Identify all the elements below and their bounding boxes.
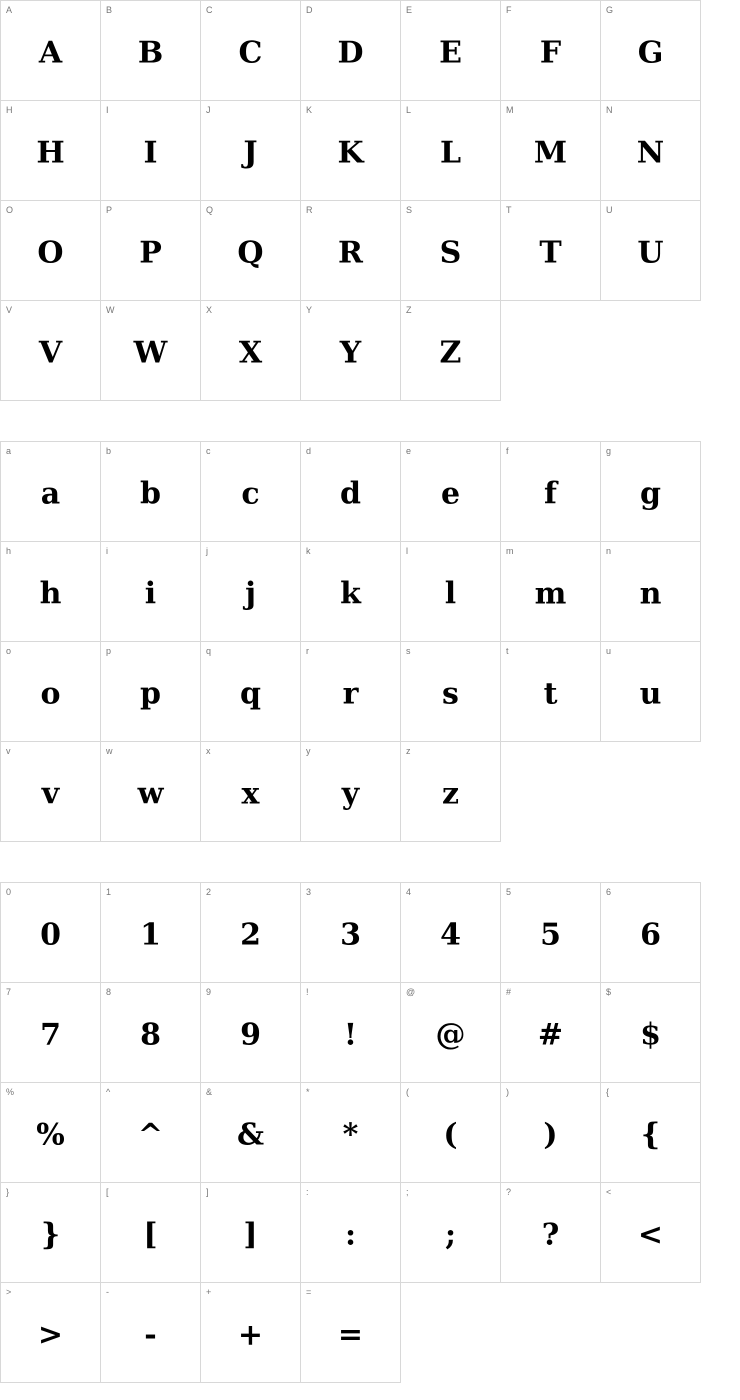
glyph-sample: p [140, 676, 161, 712]
glyph-cell[interactable] [501, 201, 601, 301]
glyph-cell-empty [501, 742, 601, 842]
glyph-code-label: 7 [6, 987, 12, 997]
glyph-cell[interactable] [1, 983, 101, 1083]
glyph-sample: I [143, 135, 158, 171]
glyph-cell[interactable] [401, 1083, 501, 1183]
glyph-sample: } [40, 1217, 61, 1253]
glyph-code-label: z [406, 746, 411, 756]
glyph-cell[interactable] [401, 301, 501, 401]
glyph-cell[interactable] [401, 883, 501, 983]
glyph-code-label: $ [606, 987, 612, 997]
glyph-sample: = [337, 1317, 364, 1353]
glyph-sample: t [543, 676, 558, 712]
glyph-cell[interactable] [101, 642, 201, 742]
glyph-cell[interactable] [601, 1, 701, 101]
glyph-cell[interactable] [401, 1183, 501, 1283]
glyph-cell[interactable] [1, 301, 101, 401]
glyph-cell[interactable] [401, 201, 501, 301]
glyph-code-label: = [306, 1287, 312, 1297]
glyph-cell[interactable] [101, 101, 201, 201]
glyph-code-label: l [406, 546, 408, 556]
glyph-sample: A [38, 35, 63, 71]
glyph-code-label: [ [106, 1187, 109, 1197]
glyph-sample: ) [543, 1117, 558, 1153]
glyph-sample: q [240, 676, 261, 712]
glyph-cell[interactable] [201, 201, 301, 301]
glyph-code-label: w [106, 746, 113, 756]
block-symbols [0, 882, 740, 1383]
glyph-cell[interactable] [501, 983, 601, 1083]
glyph-sample: & [236, 1117, 265, 1153]
glyph-sample: : [344, 1217, 357, 1253]
glyph-sample: 7 [40, 1017, 61, 1053]
glyph-code-label: N [606, 105, 613, 115]
glyph-code-label: g [606, 446, 612, 456]
glyph-sample: r [342, 676, 359, 712]
glyph-sample: 0 [40, 917, 61, 953]
glyph-sample: ] [243, 1217, 258, 1253]
glyph-cell[interactable] [601, 542, 701, 642]
glyph-cell[interactable] [401, 542, 501, 642]
glyph-sample: ^ [137, 1117, 164, 1153]
glyph-sample: * [342, 1117, 359, 1153]
glyph-code-label: } [6, 1187, 10, 1197]
glyph-code-label: ] [206, 1187, 209, 1197]
glyph-code-label: W [106, 305, 115, 315]
glyph-cell[interactable] [301, 542, 401, 642]
glyph-code-label: ^ [106, 1087, 111, 1097]
glyph-cell[interactable] [501, 1183, 601, 1283]
glyph-code-label: M [506, 105, 514, 115]
glyph-sample: T [539, 235, 562, 271]
glyph-cell[interactable] [601, 442, 701, 542]
glyph-code-label: J [206, 105, 211, 115]
glyph-cell[interactable] [601, 642, 701, 742]
glyph-sample: D [337, 35, 364, 71]
glyph-code-label: ) [506, 1087, 509, 1097]
glyph-cell[interactable] [301, 201, 401, 301]
glyph-sample: m [534, 576, 567, 612]
glyph-grid-lowercase [0, 441, 701, 842]
glyph-code-label: q [206, 646, 212, 656]
glyph-code-label: ! [306, 987, 309, 997]
glyph-cell[interactable] [501, 642, 601, 742]
glyph-cell[interactable] [201, 1283, 301, 1383]
glyph-sample: u [639, 676, 662, 712]
block-divider [0, 842, 740, 882]
glyph-cell[interactable] [101, 301, 201, 401]
glyph-code-label: @ [406, 987, 416, 997]
glyph-cell[interactable] [601, 201, 701, 301]
glyph-code-label: H [6, 105, 13, 115]
glyph-cell-empty [601, 742, 701, 842]
glyph-sample: W [133, 335, 168, 371]
glyph-cell[interactable] [501, 442, 601, 542]
glyph-cell[interactable] [1, 883, 101, 983]
glyph-sample: b [140, 476, 161, 512]
glyph-cell[interactable] [1, 1083, 101, 1183]
glyph-cell[interactable] [101, 1283, 201, 1383]
glyph-cell[interactable] [101, 1183, 201, 1283]
glyph-code-label: I [106, 105, 109, 115]
glyph-cell[interactable] [401, 983, 501, 1083]
glyph-cell[interactable] [201, 101, 301, 201]
glyph-code-label: j [206, 546, 208, 556]
glyph-sample: % [36, 1117, 65, 1153]
glyph-cell[interactable] [401, 1, 501, 101]
glyph-sample: J [243, 135, 258, 171]
glyph-cell[interactable] [601, 101, 701, 201]
glyph-code-label: F [506, 5, 512, 15]
glyph-sample: ! [343, 1017, 358, 1053]
glyph-sample: l [444, 576, 457, 612]
glyph-code-label: b [106, 446, 112, 456]
glyph-sample: V [38, 335, 63, 371]
glyph-sample: S [439, 235, 462, 271]
glyph-cell[interactable] [1, 1283, 101, 1383]
glyph-sample: P [139, 235, 162, 271]
glyph-code-label: x [206, 746, 211, 756]
glyph-cell[interactable] [201, 642, 301, 742]
glyph-sample: f [544, 476, 557, 512]
glyph-sample: < [637, 1217, 664, 1253]
glyph-sample: c [241, 476, 260, 512]
glyph-cell-empty [601, 1283, 701, 1383]
glyph-cell[interactable] [401, 442, 501, 542]
glyph-sample: s [442, 676, 459, 712]
glyph-code-label: e [406, 446, 412, 456]
glyph-sample: $ [640, 1017, 661, 1053]
glyph-sample: M [533, 135, 568, 171]
glyph-sample: Y [339, 335, 362, 371]
glyph-code-label: s [406, 646, 411, 656]
glyph-code-label: 9 [206, 987, 212, 997]
glyph-code-label: G [606, 5, 614, 15]
glyph-sample: i [144, 576, 157, 612]
glyph-cell[interactable] [301, 983, 401, 1083]
glyph-sample: 3 [340, 917, 361, 953]
glyph-cell[interactable] [601, 883, 701, 983]
glyph-sample: U [637, 235, 664, 271]
glyph-code-label: 2 [206, 887, 212, 897]
glyph-sample: [ [143, 1217, 158, 1253]
glyph-code-label: K [306, 105, 313, 115]
glyph-code-label: Q [206, 205, 214, 215]
glyph-cell[interactable] [301, 883, 401, 983]
block-lowercase [0, 441, 740, 842]
glyph-cell[interactable] [301, 1083, 401, 1183]
glyph-sample: X [238, 335, 263, 371]
glyph-cell[interactable] [401, 642, 501, 742]
glyph-sample: O [37, 235, 64, 271]
glyph-grid-uppercase [0, 0, 701, 401]
glyph-sample: o [40, 676, 61, 712]
glyph-cell[interactable] [1, 642, 101, 742]
glyph-sample: G [637, 35, 664, 71]
glyph-code-label: U [606, 205, 613, 215]
glyph-sample: w [137, 776, 164, 812]
glyph-cell[interactable] [301, 1283, 401, 1383]
glyph-code-label: 1 [106, 887, 112, 897]
glyph-cell[interactable] [201, 542, 301, 642]
glyph-code-label: R [306, 205, 313, 215]
glyph-cell[interactable] [101, 983, 201, 1083]
glyph-code-label: t [506, 646, 509, 656]
glyph-code-label: 0 [6, 887, 12, 897]
glyph-sample: ; [444, 1217, 457, 1253]
glyph-cell[interactable] [101, 442, 201, 542]
glyph-code-label: ( [406, 1087, 409, 1097]
glyph-code-label: O [6, 205, 14, 215]
glyph-sample: Q [237, 235, 264, 271]
glyph-cell[interactable] [1, 1183, 101, 1283]
glyph-sample: x [241, 776, 260, 812]
glyph-code-label: L [406, 105, 412, 115]
glyph-code-label: & [206, 1087, 213, 1097]
block-divider [0, 401, 740, 441]
glyph-cell[interactable] [401, 742, 501, 842]
glyph-code-label: h [6, 546, 12, 556]
glyph-code-label: + [206, 1287, 212, 1297]
glyph-code-label: p [106, 646, 112, 656]
glyph-code-label: # [506, 987, 512, 997]
glyph-cell[interactable] [301, 101, 401, 201]
glyph-cell[interactable] [201, 1, 301, 101]
glyph-cell[interactable] [401, 101, 501, 201]
glyph-cell[interactable] [201, 301, 301, 401]
glyph-code-label: < [606, 1187, 612, 1197]
glyph-code-label: y [306, 746, 311, 756]
glyph-cell[interactable] [301, 742, 401, 842]
glyph-sample: h [39, 576, 62, 612]
glyph-sample: > [37, 1317, 64, 1353]
glyph-code-label: d [306, 446, 312, 456]
glyph-sample: d [340, 476, 361, 512]
glyph-code-label: i [106, 546, 108, 556]
glyph-code-label: v [6, 746, 11, 756]
glyph-sample: e [440, 476, 461, 512]
glyph-code-label: 4 [406, 887, 412, 897]
glyph-code-label: { [606, 1087, 610, 1097]
glyph-cell-empty [401, 1283, 501, 1383]
glyph-sample: R [338, 235, 363, 271]
glyph-cell[interactable] [1, 1, 101, 101]
glyph-sample: C [238, 35, 263, 71]
glyph-sample: @ [435, 1017, 466, 1053]
glyph-code-label: k [306, 546, 311, 556]
glyph-cell[interactable] [101, 1, 201, 101]
glyph-code-label: 8 [106, 987, 112, 997]
glyph-sample: N [636, 135, 665, 171]
glyph-cell[interactable] [1, 442, 101, 542]
glyph-sample: 9 [240, 1017, 261, 1053]
glyph-cell[interactable] [201, 1183, 301, 1283]
glyph-code-label: m [506, 546, 514, 556]
glyph-cell[interactable] [201, 983, 301, 1083]
glyph-sample: a [40, 476, 61, 512]
glyph-cell[interactable] [101, 542, 201, 642]
glyph-code-label: a [6, 446, 12, 456]
glyph-code-label: - [106, 1287, 109, 1297]
glyph-code-label: ? [506, 1187, 512, 1197]
glyph-code-label: P [106, 205, 113, 215]
glyph-code-label: E [406, 5, 413, 15]
glyph-cell[interactable] [1, 542, 101, 642]
glyph-code-label: 5 [506, 887, 512, 897]
glyph-sample: H [36, 135, 65, 171]
glyph-sample: y [341, 776, 360, 812]
glyph-cell[interactable] [201, 442, 301, 542]
glyph-sample: - [144, 1317, 157, 1353]
glyph-sample: k [340, 576, 361, 612]
glyph-sample: E [439, 35, 462, 71]
glyph-sample: + [237, 1317, 264, 1353]
glyph-code-label: u [606, 646, 612, 656]
glyph-code-label: C [206, 5, 213, 15]
glyph-sample: # [537, 1017, 564, 1053]
glyph-sample: Z [439, 335, 462, 371]
glyph-cell[interactable] [501, 1083, 601, 1183]
glyph-code-label: T [506, 205, 512, 215]
glyph-code-label: * [306, 1087, 310, 1097]
glyph-sample: B [137, 35, 164, 71]
glyph-cell[interactable] [101, 742, 201, 842]
glyph-cell[interactable] [501, 1, 601, 101]
glyph-code-label: o [6, 646, 12, 656]
glyph-code-label: A [6, 5, 13, 15]
glyph-sample: { [640, 1117, 661, 1153]
glyph-cell[interactable] [1, 742, 101, 842]
glyph-code-label: Y [306, 305, 313, 315]
glyph-sample: g [640, 476, 661, 512]
glyph-sample: j [245, 576, 256, 612]
glyph-code-label: > [6, 1287, 12, 1297]
block-uppercase [0, 0, 740, 401]
glyph-cell[interactable] [501, 883, 601, 983]
glyph-cell[interactable] [501, 542, 601, 642]
glyph-sample: v [41, 776, 60, 812]
glyph-sample: 2 [240, 917, 261, 953]
glyph-code-label: ; [406, 1187, 409, 1197]
glyph-cell[interactable] [601, 983, 701, 1083]
glyph-sample: ? [541, 1217, 560, 1253]
glyph-sample: ( [443, 1117, 458, 1153]
glyph-code-label: Z [406, 305, 412, 315]
glyph-code-label: 3 [306, 887, 312, 897]
glyph-code-label: f [506, 446, 509, 456]
glyph-cell[interactable] [601, 1083, 701, 1183]
glyph-sample: 1 [140, 917, 161, 953]
glyph-cell[interactable] [1, 101, 101, 201]
glyph-code-label: X [206, 305, 213, 315]
glyph-sample: K [337, 135, 364, 171]
glyph-cell[interactable] [301, 301, 401, 401]
glyph-grid-digits-and-symbols [0, 882, 701, 1383]
glyph-cell[interactable] [101, 201, 201, 301]
glyph-cell[interactable] [201, 742, 301, 842]
glyph-cell[interactable] [501, 101, 601, 201]
glyph-code-label: : [306, 1187, 309, 1197]
glyph-cell[interactable] [1, 201, 101, 301]
glyph-cell[interactable] [301, 442, 401, 542]
glyph-cell-empty [601, 301, 701, 401]
glyph-cell[interactable] [101, 1083, 201, 1183]
glyph-code-label: D [306, 5, 313, 15]
glyph-sample: 6 [640, 917, 661, 953]
glyph-cell-empty [501, 1283, 601, 1383]
glyph-sample: L [439, 135, 462, 171]
glyph-code-label: % [6, 1087, 15, 1097]
glyph-cell[interactable] [301, 1, 401, 101]
glyph-code-label: 6 [606, 887, 612, 897]
glyph-code-label: S [406, 205, 413, 215]
glyph-code-label: c [206, 446, 211, 456]
glyph-sample: n [639, 576, 662, 612]
glyph-cell[interactable] [201, 883, 301, 983]
glyph-cell[interactable] [301, 642, 401, 742]
glyph-cell[interactable] [201, 1083, 301, 1183]
glyph-code-label: B [106, 5, 113, 15]
glyph-cell[interactable] [601, 1183, 701, 1283]
glyph-sample: 8 [140, 1017, 161, 1053]
glyph-sample: F [539, 35, 562, 71]
glyph-sample: z [441, 776, 460, 812]
glyph-cell[interactable] [101, 883, 201, 983]
glyph-cell[interactable] [301, 1183, 401, 1283]
glyph-sample: 5 [540, 917, 561, 953]
glyph-code-label: V [6, 305, 13, 315]
glyph-cell-empty [501, 301, 601, 401]
glyph-code-label: n [606, 546, 612, 556]
glyph-sample: 4 [440, 917, 461, 953]
glyph-code-label: r [306, 646, 309, 656]
